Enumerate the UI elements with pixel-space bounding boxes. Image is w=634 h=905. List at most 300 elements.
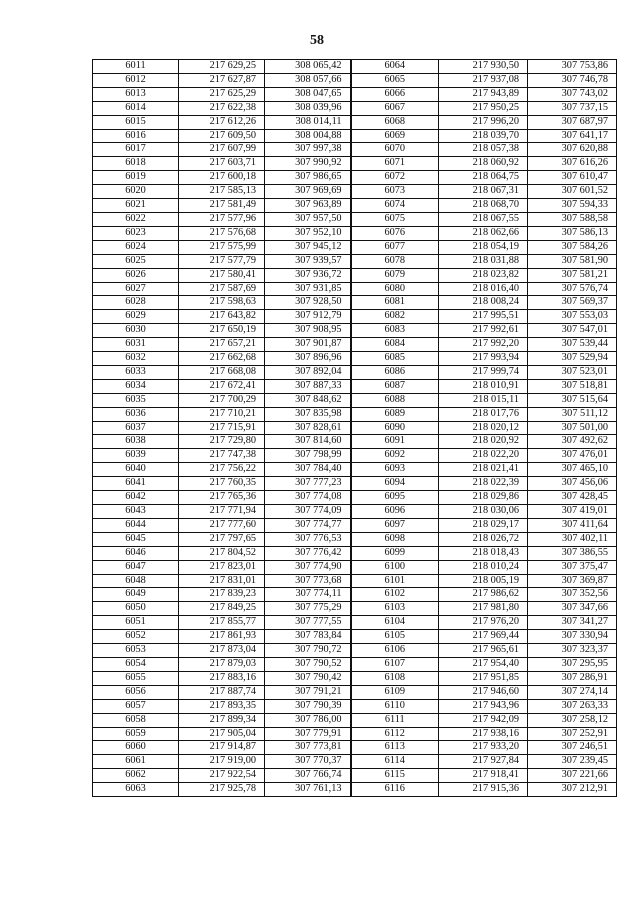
x-coordinate-cell: 217 938,16 [439,727,528,741]
y-coordinate-cell: 307 774,11 [265,588,351,602]
table-row [93,532,617,546]
x-coordinate-cell: 217 622,38 [179,101,265,115]
point-number-cell: 6054 [93,657,179,671]
x-coordinate-cell: 217 650,19 [179,324,265,338]
table-row [93,671,617,685]
x-coordinate-cell: 217 657,21 [179,338,265,352]
point-number-cell: 6086 [351,365,439,379]
point-number-cell: 6017 [93,143,179,157]
point-number-cell: 6063 [93,783,179,797]
table-row [93,755,617,769]
x-coordinate-cell: 217 609,50 [179,129,265,143]
x-coordinate-cell: 217 612,26 [179,115,265,129]
y-coordinate-cell: 307 773,81 [265,741,351,755]
y-coordinate-cell: 307 737,15 [528,101,617,115]
x-coordinate-cell: 217 668,08 [179,365,265,379]
x-coordinate-cell: 217 937,08 [439,73,528,87]
y-coordinate-cell: 307 539,44 [528,338,617,352]
point-number-cell: 6051 [93,616,179,630]
point-number-cell: 6023 [93,226,179,240]
x-coordinate-cell: 217 893,35 [179,699,265,713]
point-number-cell: 6060 [93,741,179,755]
x-coordinate-cell: 217 625,29 [179,87,265,101]
y-coordinate-cell: 307 286,91 [528,671,617,685]
table-row [93,226,617,240]
point-number-cell: 6018 [93,157,179,171]
point-number-cell: 6022 [93,212,179,226]
x-coordinate-cell: 217 976,20 [439,616,528,630]
x-coordinate-cell: 217 672,41 [179,379,265,393]
point-number-cell: 6072 [351,171,439,185]
y-coordinate-cell: 307 610,47 [528,171,617,185]
x-coordinate-cell: 217 887,74 [179,685,265,699]
x-coordinate-cell: 218 062,66 [439,226,528,240]
point-number-cell: 6015 [93,115,179,129]
y-coordinate-cell: 307 828,61 [265,421,351,435]
point-number-cell: 6026 [93,268,179,282]
table-row [93,435,617,449]
y-coordinate-cell: 307 465,10 [528,463,617,477]
y-coordinate-cell: 307 523,01 [528,365,617,379]
y-coordinate-cell: 307 569,37 [528,296,617,310]
x-coordinate-cell: 217 933,20 [439,741,528,755]
y-coordinate-cell: 307 908,95 [265,324,351,338]
point-number-cell: 6101 [351,574,439,588]
point-number-cell: 6016 [93,129,179,143]
x-coordinate-cell: 218 005,19 [439,574,528,588]
point-number-cell: 6088 [351,393,439,407]
y-coordinate-cell: 308 065,42 [265,60,351,74]
point-number-cell: 6087 [351,379,439,393]
y-coordinate-cell: 307 814,60 [265,435,351,449]
point-number-cell: 6083 [351,324,439,338]
point-number-cell: 6078 [351,254,439,268]
y-coordinate-cell: 307 773,68 [265,574,351,588]
x-coordinate-cell: 218 020,12 [439,421,528,435]
table-row [93,602,617,616]
table-row [93,477,617,491]
point-number-cell: 6024 [93,240,179,254]
x-coordinate-cell: 217 715,91 [179,421,265,435]
point-number-cell: 6011 [93,60,179,74]
y-coordinate-cell: 307 798,99 [265,449,351,463]
y-coordinate-cell: 307 687,97 [528,115,617,129]
y-coordinate-cell: 307 997,38 [265,143,351,157]
point-number-cell: 6097 [351,518,439,532]
x-coordinate-cell: 217 927,84 [439,755,528,769]
y-coordinate-cell: 308 039,96 [265,101,351,115]
point-number-cell: 6042 [93,491,179,505]
y-coordinate-cell: 307 887,33 [265,379,351,393]
x-coordinate-cell: 217 575,99 [179,240,265,254]
x-coordinate-cell: 217 899,34 [179,713,265,727]
x-coordinate-cell: 217 855,77 [179,616,265,630]
x-coordinate-cell: 218 067,55 [439,212,528,226]
y-coordinate-cell: 307 347,66 [528,602,617,616]
table-row [93,713,617,727]
point-number-cell: 6014 [93,101,179,115]
x-coordinate-cell: 218 023,82 [439,268,528,282]
y-coordinate-cell: 307 641,17 [528,129,617,143]
point-number-cell: 6089 [351,407,439,421]
x-coordinate-cell: 217 585,13 [179,185,265,199]
point-number-cell: 6081 [351,296,439,310]
x-coordinate-cell: 217 950,25 [439,101,528,115]
table-row [93,518,617,532]
point-number-cell: 6116 [351,783,439,797]
y-coordinate-cell: 308 057,66 [265,73,351,87]
point-number-cell: 6106 [351,644,439,658]
x-coordinate-cell: 217 777,60 [179,518,265,532]
x-coordinate-cell: 217 996,20 [439,115,528,129]
table-row [93,254,617,268]
point-number-cell: 6065 [351,73,439,87]
point-number-cell: 6073 [351,185,439,199]
point-number-cell: 6114 [351,755,439,769]
point-number-cell: 6025 [93,254,179,268]
table-row [93,240,617,254]
table-row [93,365,617,379]
x-coordinate-cell: 217 600,18 [179,171,265,185]
table-row [93,129,617,143]
coordinates-table [92,59,617,797]
point-number-cell: 6033 [93,365,179,379]
y-coordinate-cell: 307 341,27 [528,616,617,630]
point-number-cell: 6012 [93,73,179,87]
point-number-cell: 6092 [351,449,439,463]
point-number-cell: 6058 [93,713,179,727]
x-coordinate-cell: 218 020,92 [439,435,528,449]
x-coordinate-cell: 217 747,38 [179,449,265,463]
x-coordinate-cell: 217 576,68 [179,226,265,240]
point-number-cell: 6028 [93,296,179,310]
point-number-cell: 6067 [351,101,439,115]
table-row [93,157,617,171]
table-row [93,630,617,644]
point-number-cell: 6043 [93,505,179,519]
y-coordinate-cell: 307 411,64 [528,518,617,532]
x-coordinate-cell: 218 029,17 [439,518,528,532]
x-coordinate-cell: 217 587,69 [179,282,265,296]
x-coordinate-cell: 217 992,20 [439,338,528,352]
y-coordinate-cell: 307 616,26 [528,157,617,171]
point-number-cell: 6020 [93,185,179,199]
x-coordinate-cell: 218 030,06 [439,505,528,519]
table-row [93,60,617,74]
y-coordinate-cell: 307 746,78 [528,73,617,87]
point-number-cell: 6013 [93,87,179,101]
table-row [93,644,617,658]
y-coordinate-cell: 307 963,89 [265,199,351,213]
point-number-cell: 6091 [351,435,439,449]
point-number-cell: 6027 [93,282,179,296]
y-coordinate-cell: 307 553,03 [528,310,617,324]
table-row [93,185,617,199]
y-coordinate-cell: 307 274,14 [528,685,617,699]
x-coordinate-cell: 217 629,25 [179,60,265,74]
point-number-cell: 6105 [351,630,439,644]
y-coordinate-cell: 307 588,58 [528,212,617,226]
table-row [93,546,617,560]
point-number-cell: 6102 [351,588,439,602]
x-coordinate-cell: 217 771,94 [179,505,265,519]
x-coordinate-cell: 217 700,29 [179,393,265,407]
x-coordinate-cell: 217 922,54 [179,769,265,783]
y-coordinate-cell: 307 957,50 [265,212,351,226]
y-coordinate-cell: 307 848,62 [265,393,351,407]
y-coordinate-cell: 307 295,95 [528,657,617,671]
y-coordinate-cell: 307 928,50 [265,296,351,310]
y-coordinate-cell: 307 402,11 [528,532,617,546]
x-coordinate-cell: 218 022,20 [439,449,528,463]
point-number-cell: 6103 [351,602,439,616]
point-number-cell: 6021 [93,199,179,213]
point-number-cell: 6076 [351,226,439,240]
x-coordinate-cell: 217 943,89 [439,87,528,101]
y-coordinate-cell: 307 246,51 [528,741,617,755]
table-row [93,741,617,755]
x-coordinate-cell: 217 598,63 [179,296,265,310]
y-coordinate-cell: 307 428,45 [528,491,617,505]
y-coordinate-cell: 307 330,94 [528,630,617,644]
x-coordinate-cell: 217 765,36 [179,491,265,505]
point-number-cell: 6032 [93,352,179,366]
y-coordinate-cell: 307 790,39 [265,699,351,713]
table-row [93,491,617,505]
table-row [93,588,617,602]
x-coordinate-cell: 218 029,86 [439,491,528,505]
point-number-cell: 6070 [351,143,439,157]
y-coordinate-cell: 307 774,90 [265,560,351,574]
y-coordinate-cell: 307 939,57 [265,254,351,268]
x-coordinate-cell: 217 965,61 [439,644,528,658]
y-coordinate-cell: 307 581,21 [528,268,617,282]
x-coordinate-cell: 217 986,62 [439,588,528,602]
point-number-cell: 6056 [93,685,179,699]
y-coordinate-cell: 307 777,55 [265,616,351,630]
x-coordinate-cell: 218 054,19 [439,240,528,254]
point-number-cell: 6048 [93,574,179,588]
x-coordinate-cell: 217 915,36 [439,783,528,797]
point-number-cell: 6049 [93,588,179,602]
x-coordinate-cell: 217 918,41 [439,769,528,783]
point-number-cell: 6098 [351,532,439,546]
point-number-cell: 6090 [351,421,439,435]
y-coordinate-cell: 307 901,87 [265,338,351,352]
x-coordinate-cell: 217 914,87 [179,741,265,755]
point-number-cell: 6045 [93,532,179,546]
point-number-cell: 6036 [93,407,179,421]
y-coordinate-cell: 307 212,91 [528,783,617,797]
point-number-cell: 6109 [351,685,439,699]
y-coordinate-cell: 307 547,01 [528,324,617,338]
x-coordinate-cell: 217 831,01 [179,574,265,588]
point-number-cell: 6095 [351,491,439,505]
point-number-cell: 6107 [351,657,439,671]
y-coordinate-cell: 307 529,94 [528,352,617,366]
point-number-cell: 6075 [351,212,439,226]
y-coordinate-cell: 307 945,12 [265,240,351,254]
y-coordinate-cell: 307 892,04 [265,365,351,379]
point-number-cell: 6080 [351,282,439,296]
table-row [93,421,617,435]
point-number-cell: 6040 [93,463,179,477]
y-coordinate-cell: 307 790,42 [265,671,351,685]
table-row [93,143,617,157]
point-number-cell: 6077 [351,240,439,254]
table-row [93,87,617,101]
table-row [93,616,617,630]
table-row [93,783,617,797]
y-coordinate-cell: 307 936,72 [265,268,351,282]
table-row [93,505,617,519]
x-coordinate-cell: 217 643,82 [179,310,265,324]
y-coordinate-cell: 307 835,98 [265,407,351,421]
x-coordinate-cell: 217 954,40 [439,657,528,671]
x-coordinate-cell: 217 951,85 [439,671,528,685]
x-coordinate-cell: 217 993,94 [439,352,528,366]
x-coordinate-cell: 217 905,04 [179,727,265,741]
table-row [93,393,617,407]
table-row [93,324,617,338]
y-coordinate-cell: 307 518,81 [528,379,617,393]
y-coordinate-cell: 307 790,72 [265,644,351,658]
point-number-cell: 6094 [351,477,439,491]
y-coordinate-cell: 307 790,52 [265,657,351,671]
x-coordinate-cell: 217 577,79 [179,254,265,268]
y-coordinate-cell: 307 743,02 [528,87,617,101]
x-coordinate-cell: 217 662,68 [179,352,265,366]
y-coordinate-cell: 307 584,26 [528,240,617,254]
y-coordinate-cell: 307 492,62 [528,435,617,449]
y-coordinate-cell: 307 511,12 [528,407,617,421]
x-coordinate-cell: 217 942,09 [439,713,528,727]
x-coordinate-cell: 217 603,71 [179,157,265,171]
point-number-cell: 6057 [93,699,179,713]
y-coordinate-cell: 307 369,87 [528,574,617,588]
y-coordinate-cell: 307 352,56 [528,588,617,602]
point-number-cell: 6082 [351,310,439,324]
y-coordinate-cell: 307 774,09 [265,505,351,519]
x-coordinate-cell: 218 039,70 [439,129,528,143]
y-coordinate-cell: 308 014,11 [265,115,351,129]
point-number-cell: 6062 [93,769,179,783]
y-coordinate-cell: 308 047,65 [265,87,351,101]
y-coordinate-cell: 307 952,10 [265,226,351,240]
table-row [93,407,617,421]
table-row [93,727,617,741]
x-coordinate-cell: 217 581,49 [179,199,265,213]
table-row [93,199,617,213]
y-coordinate-cell: 307 386,55 [528,546,617,560]
x-coordinate-cell: 217 849,25 [179,602,265,616]
x-coordinate-cell: 217 760,35 [179,477,265,491]
point-number-cell: 6113 [351,741,439,755]
y-coordinate-cell: 307 986,65 [265,171,351,185]
y-coordinate-cell: 307 776,42 [265,546,351,560]
point-number-cell: 6064 [351,60,439,74]
y-coordinate-cell: 307 761,13 [265,783,351,797]
table-row [93,699,617,713]
table-row [93,769,617,783]
x-coordinate-cell: 218 017,76 [439,407,528,421]
y-coordinate-cell: 307 774,08 [265,491,351,505]
y-coordinate-cell: 307 221,66 [528,769,617,783]
point-number-cell: 6041 [93,477,179,491]
x-coordinate-cell: 217 627,87 [179,73,265,87]
point-number-cell: 6068 [351,115,439,129]
point-number-cell: 6110 [351,699,439,713]
x-coordinate-cell: 217 797,65 [179,532,265,546]
point-number-cell: 6100 [351,560,439,574]
table-row [93,310,617,324]
y-coordinate-cell: 307 779,91 [265,727,351,741]
x-coordinate-cell: 218 026,72 [439,532,528,546]
y-coordinate-cell: 307 594,33 [528,199,617,213]
y-coordinate-cell: 307 601,52 [528,185,617,199]
y-coordinate-cell: 307 775,29 [265,602,351,616]
point-number-cell: 6111 [351,713,439,727]
point-number-cell: 6085 [351,352,439,366]
x-coordinate-cell: 218 064,75 [439,171,528,185]
x-coordinate-cell: 218 057,38 [439,143,528,157]
x-coordinate-cell: 217 969,44 [439,630,528,644]
x-coordinate-cell: 217 607,99 [179,143,265,157]
point-number-cell: 6052 [93,630,179,644]
y-coordinate-cell: 307 419,01 [528,505,617,519]
table-row [93,282,617,296]
y-coordinate-cell: 307 791,21 [265,685,351,699]
y-coordinate-cell: 307 777,23 [265,477,351,491]
y-coordinate-cell: 307 783,84 [265,630,351,644]
point-number-cell: 6059 [93,727,179,741]
point-number-cell: 6053 [93,644,179,658]
page-number: 58 [310,33,324,48]
table-row [93,212,617,226]
y-coordinate-cell: 307 476,01 [528,449,617,463]
y-coordinate-cell: 307 786,00 [265,713,351,727]
point-number-cell: 6050 [93,602,179,616]
x-coordinate-cell: 218 022,39 [439,477,528,491]
table-row [93,463,617,477]
y-coordinate-cell: 307 239,45 [528,755,617,769]
table-row [93,449,617,463]
x-coordinate-cell: 217 879,03 [179,657,265,671]
x-coordinate-cell: 218 018,43 [439,546,528,560]
point-number-cell: 6044 [93,518,179,532]
point-number-cell: 6030 [93,324,179,338]
x-coordinate-cell: 217 873,04 [179,644,265,658]
point-number-cell: 6099 [351,546,439,560]
x-coordinate-cell: 217 999,74 [439,365,528,379]
y-coordinate-cell: 307 969,69 [265,185,351,199]
table-row [93,171,617,185]
y-coordinate-cell: 307 931,85 [265,282,351,296]
x-coordinate-cell: 217 992,61 [439,324,528,338]
table-row [93,296,617,310]
x-coordinate-cell: 217 729,80 [179,435,265,449]
table-row [93,379,617,393]
y-coordinate-cell: 307 515,64 [528,393,617,407]
point-number-cell: 6037 [93,421,179,435]
table-row [93,338,617,352]
point-number-cell: 6074 [351,199,439,213]
point-number-cell: 6055 [93,671,179,685]
y-coordinate-cell: 307 586,13 [528,226,617,240]
point-number-cell: 6046 [93,546,179,560]
point-number-cell: 6115 [351,769,439,783]
y-coordinate-cell: 307 896,96 [265,352,351,366]
